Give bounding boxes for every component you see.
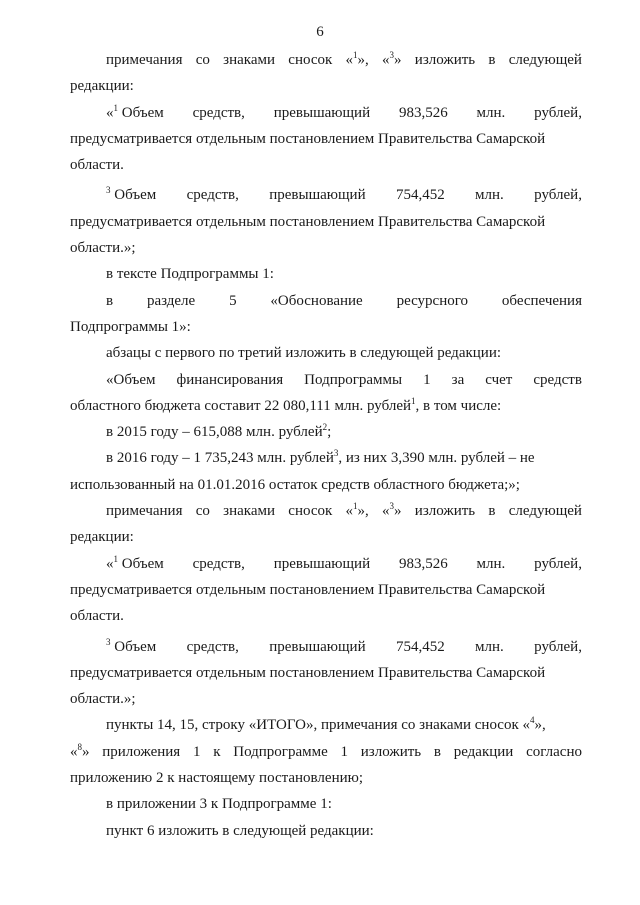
word: изложить (360, 743, 422, 760)
word: финансирования (176, 371, 284, 388)
word: сносок (288, 503, 333, 520)
word: превышающий (273, 555, 371, 572)
word: «Обоснование (270, 292, 363, 309)
word: примечания (106, 503, 183, 520)
footnote-ref-group: «$^1$», (345, 50, 369, 68)
footnote-ref-group: «$^1$», (345, 501, 369, 520)
footnote-1-line (70, 551, 582, 577)
footnote-3-line (70, 182, 582, 208)
paragraph-notes-intro-1 (70, 47, 582, 73)
text-line: в приложении 3 к Подпрограмме 1: (106, 796, 332, 813)
word: превышающий (269, 638, 366, 655)
text-line: предусматривается отдельным постановлением Правительства Самарской (70, 581, 546, 598)
text-line: области. (70, 157, 124, 174)
footnote-1-line (70, 100, 582, 126)
word: следующей (508, 52, 582, 68)
text-line: в тексте Подпрограммы 1: (106, 266, 274, 283)
word: рублей, (534, 638, 582, 655)
footnote-ref-group: «$^3$» (382, 501, 402, 520)
text-line: области. (70, 608, 124, 625)
text-line: приложению 2 к настоящему постановлению; (70, 770, 363, 787)
word: в (433, 743, 441, 760)
footnote-8-marker: «$^8$» (70, 741, 90, 760)
word: следующей (508, 503, 582, 520)
word: к (213, 743, 221, 760)
footnote-ref-group: «$^3$» (382, 50, 402, 68)
word: рублей, (534, 555, 582, 572)
word: Подпрограммы (304, 371, 403, 388)
word: приложения (102, 743, 181, 760)
word: средств, (192, 104, 245, 121)
word: 1 (423, 371, 431, 388)
text-line: предусматривается отдельным постановлением Правительства Самарской (70, 664, 546, 681)
footnote-3-line (70, 634, 582, 660)
financing-line (70, 367, 582, 393)
text-line: пункты 14, 15, строку «ИТОГО», примечания со знаками сносок «$^4$», (106, 715, 546, 734)
section-5-line (70, 288, 582, 314)
word: превышающий (269, 187, 366, 204)
word: 5 (229, 292, 237, 309)
word: млн. (476, 555, 506, 572)
text-line: в 2016 году – 1 735,243 млн. рублей$^3$, из них 3,390 млн. рублей – не (106, 448, 535, 467)
word: изложить (414, 52, 476, 68)
word: рублей, (534, 104, 582, 121)
text-line: в 2015 году – 615,088 млн. рублей$^2$; (106, 422, 332, 441)
text-line: области.»; (70, 240, 136, 257)
word: обеспечения (501, 292, 582, 309)
word: рублей, (534, 187, 582, 204)
word: Подпрограмме (233, 743, 328, 760)
word: млн. (475, 638, 504, 655)
text-line: использованный на 01.01.2016 остаток средств областного бюджета;»; (70, 476, 520, 493)
footnote-1-marker: «$^1$ Объем (106, 102, 164, 121)
word: знаками (223, 503, 276, 520)
text-line: редакции: (70, 529, 134, 546)
text-line: пункт 6 изложить в следующей редакции: (106, 822, 374, 839)
word: средств, (192, 555, 245, 572)
word: в (488, 52, 496, 68)
word: 983,526 (398, 555, 448, 572)
text-line: предусматривается отдельным постановлением Правительства Самарской (70, 130, 546, 147)
word: средств (533, 371, 582, 388)
paragraph-notes-intro-2 (70, 498, 582, 524)
word: изложить (414, 503, 476, 520)
word: за (451, 371, 465, 388)
word: ресурсного (396, 292, 469, 309)
footnote-1-marker: «$^1$ Объем (106, 553, 164, 572)
text-line: Подпрограммы 1»: (70, 318, 191, 335)
footnote-3-marker: $^3$ Объем (106, 185, 157, 204)
word: 1 (192, 743, 201, 760)
word: согласно (526, 743, 582, 760)
word: в (106, 292, 114, 309)
word: 754,452 (395, 638, 445, 655)
word: «Объем (106, 371, 156, 388)
word: 1 (340, 743, 349, 760)
appendix-line (70, 739, 582, 765)
word: в (488, 503, 496, 520)
text-line: редакции: (70, 78, 134, 95)
page-number: 6 (316, 24, 324, 40)
footnote-3-marker: $^3$ Объем (106, 636, 157, 655)
word: млн. (475, 187, 504, 204)
word: средств, (186, 187, 239, 204)
word: счет (485, 371, 513, 388)
word: 754,452 (395, 187, 445, 204)
document-body (70, 47, 582, 844)
word: превышающий (273, 104, 371, 121)
word: со (195, 52, 210, 68)
word: со (195, 503, 210, 520)
text-line: абзацы с первого по третий изложить в следующей редакции: (106, 345, 502, 362)
word: средств, (186, 638, 239, 655)
word: примечания (106, 52, 183, 68)
word: знаками (223, 52, 276, 68)
word: млн. (476, 104, 506, 121)
word: редакции (453, 743, 514, 760)
text-line: областного бюджета составит 22 080,111 млн. рублей$^1$, в том числе: (70, 395, 502, 414)
text-line: предусматривается отдельным постановлением Правительства Самарской (70, 213, 546, 230)
word: 983,526 (398, 104, 448, 121)
word: разделе (146, 292, 196, 309)
word: сносок (288, 52, 333, 68)
text-line: области.»; (70, 691, 136, 708)
